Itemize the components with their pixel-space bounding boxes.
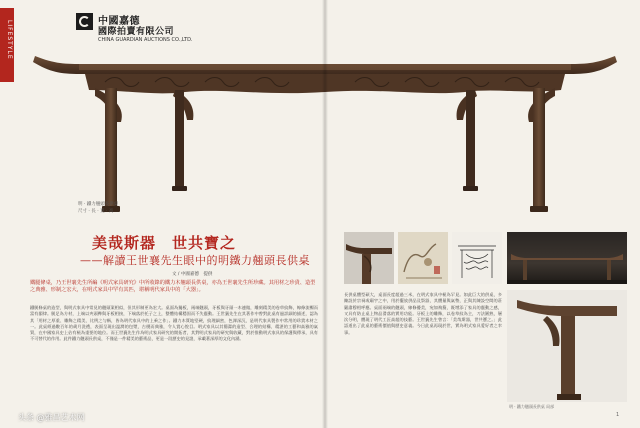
section-side-tab (0, 8, 14, 82)
article-subtitle: ——解讀王世襄先生眼中的明鐵力翹頭長供桌 (80, 254, 310, 267)
detail-photo-table-interior (507, 232, 627, 284)
article-body-left: 鐵腿條桌的造型，與明式家具中常見的翹頭案相似，但其形制更為宏大。桌面為獨板，兩端翹頭，牙板與牙頭一木連做，雕刻精美的卷草紋飾，線條流暢而富有韻律。腿足為方材，上端以夾頭榫與牙板相接，下端落於托子之上，整體結構穩固而不失靈動。王世襄先生在其著作中曾對此桌有過詳細的描述，認為其「用材之厚重、雕飾之精美、比例之勻稱，皆為明代家具中的上乘之作」。鐵力木質地堅硬，紋理細密，色澤深沉，是明代家具製作中常用的珍貴木材之一。此桌經過數百年的歲月洗禮，表面呈現出溫潤的包漿，古樸而典雅，令人賞心悅目。明式家具以其簡潔的造型、合理的結構、精湛的工藝和高雅的氣質，在中國家具史上佔有極為重要的地位。而王世襄先生作為明式家具研究的開拓者，其對明式家具的研究與收藏，對於推動明式家具的保護與傳承，具有不可替代的作用。此件鐵力翹頭長供桌，不僅是一件精美的藝術品，更是一段歷史的見證，承載著深厚的文化內涵。 (30, 305, 318, 342)
page-number: 1 (616, 412, 620, 418)
brand-name-cn-line2: 國際拍賣有限公司 (98, 27, 175, 37)
brand-name-cn-line1: 中國嘉德 (98, 16, 140, 27)
article-byline: 文 / 中國嘉德 提供 (172, 272, 213, 277)
section-side-tab-label: LIFESTYLE (6, 20, 13, 60)
detail-photo-end-profile (344, 232, 394, 284)
page-gutter (322, 0, 328, 428)
hero-caption-title: 明 · 鐵力翹頭長供桌 (78, 202, 119, 207)
article-lead-paragraph: 鐵腿條桌，乃王世襄先生所編《明式家具研究》中所收錄的鐵力木翹頭長供桌，亦為王世襄先生所珍藏。其用材之珍貴、造型之典雅、形制之宏大，在明式家具中罕有其匹，堪稱明代家具中的「大器」。 (30, 280, 316, 293)
detail-photo-painting (398, 232, 448, 284)
article-body-right: 長供桌體型碩大，桌面長度超過三米，在明式家具中極為罕見。如此巨大的供桌，多陳設於宗祠或廟宇之中，用於擺放供品及祭器，其體量與氣勢，正與其陳設空間的莊嚴肅穆相呼應。桌面兩端的翹頭，線條優美，宛如飛簷，既增添了家具的靈動之感，又具有防止桌上物品滑落的實用功能。牙板上的雕飾，以卷草紋為主，刀法圓熟，層次分明，體現了明代工匠高超的技藝。王世襄先生曾言：「美哉斯器，世共寶之。」此語道出了此桌的藝術價值與歷史意義。今日此桌再現於世，實為明式家具愛好者之幸事。 (344, 292, 502, 335)
hero-caption-detail: 尺寸 · 長 · 寬 · 高 (78, 209, 114, 214)
detail-photo-line-drawing (452, 232, 502, 284)
article-title: 美哉斯器 世共寶之 (92, 234, 237, 252)
source-watermark: 头条 @雅昌艺术网 (18, 413, 85, 422)
brand-name-en: CHINA GUARDIAN AUCTIONS CO.,LTD. (98, 37, 193, 43)
photo-caption: 明 · 鐵力翹頭長供桌 局部 (509, 404, 555, 409)
company-logo-icon (76, 13, 93, 30)
detail-photo-leg-closeup (507, 290, 627, 402)
